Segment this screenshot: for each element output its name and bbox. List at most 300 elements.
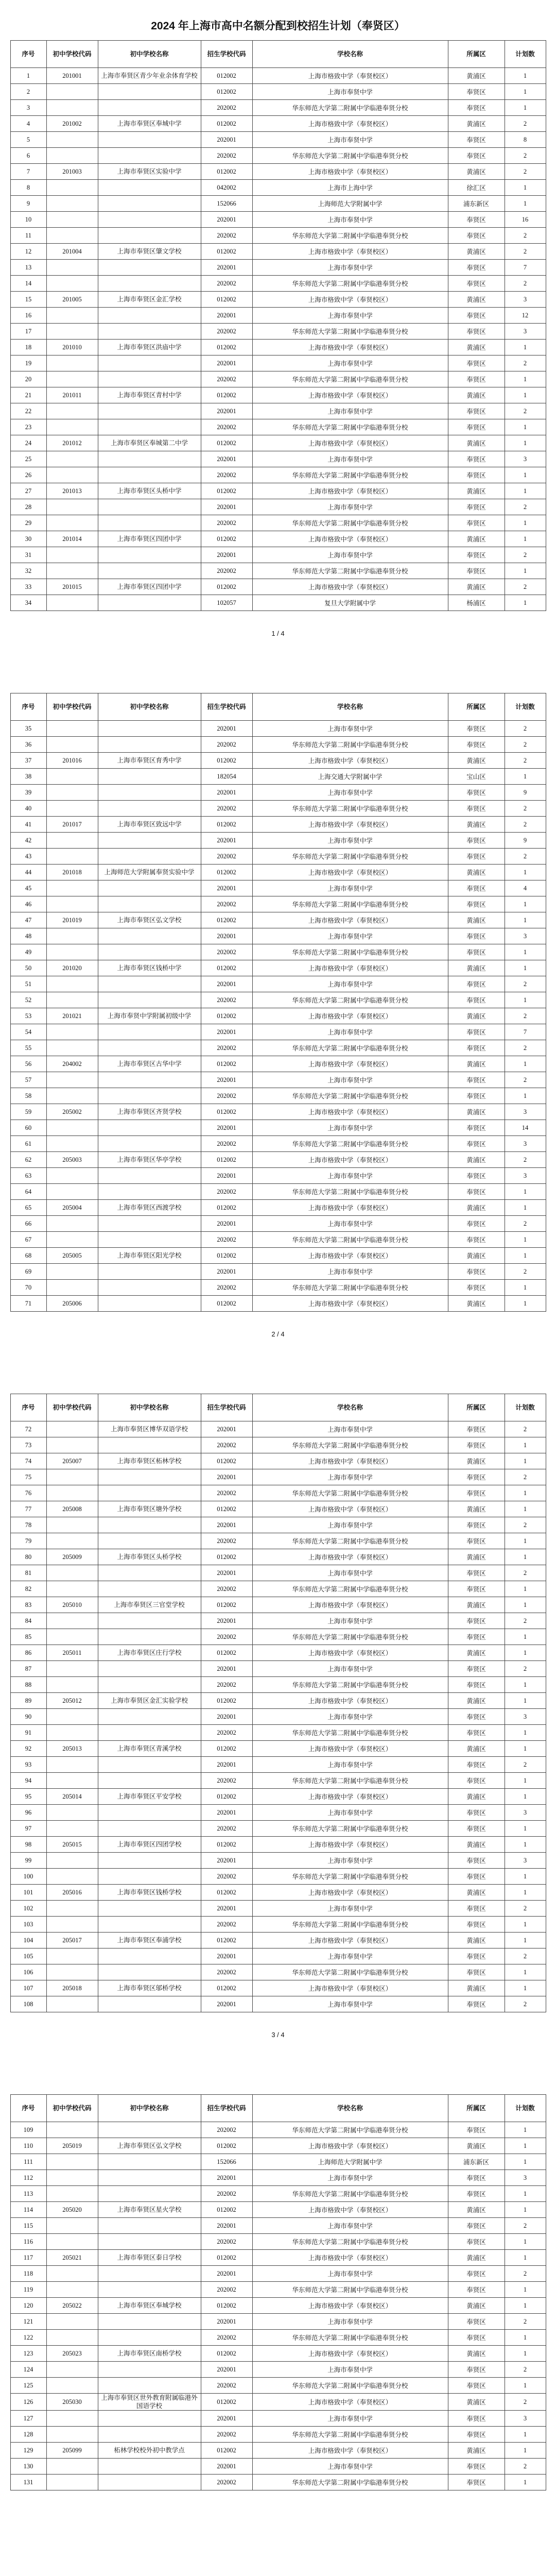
col-junior-code: 205007 xyxy=(46,1453,98,1469)
table-row xyxy=(10,1136,546,1152)
col-index: 71 xyxy=(10,1296,46,1312)
col-junior-name: 上海市奉贤区奉城中学 xyxy=(98,116,201,132)
table-row xyxy=(10,2170,546,2186)
col-quota: 2 xyxy=(505,737,546,753)
col-index: 100 xyxy=(10,1869,46,1885)
col-enroll-code: 012002 xyxy=(201,1597,252,1613)
col-index: 89 xyxy=(10,1693,46,1709)
col-quota: 2 xyxy=(505,499,546,515)
col-district: 奉贤区 xyxy=(448,2475,505,2490)
col-district: 奉贤区 xyxy=(448,1773,505,1789)
col-enroll-code: 202001 xyxy=(201,1216,252,1232)
col-enroll-code: 202001 xyxy=(201,1120,252,1136)
col-enroll-code: 012002 xyxy=(201,116,252,132)
col-junior-code xyxy=(46,276,98,292)
col-district: 奉贤区 xyxy=(448,2266,505,2282)
table-row xyxy=(10,324,546,340)
col-enroll-code: 202001 xyxy=(201,1469,252,1485)
col-quota: 1 xyxy=(505,1725,546,1741)
col-school-name: 上海市格致中学（奉贤校区） xyxy=(252,483,448,499)
col-quota: 4 xyxy=(505,880,546,896)
col-school-name: 上海市奉贤中学 xyxy=(252,84,448,100)
col-quota: 1 xyxy=(505,2186,546,2202)
col-junior-name xyxy=(98,84,201,100)
table-row xyxy=(10,1024,546,1040)
col-enroll-code: 012002 xyxy=(201,164,252,180)
col-quota: 1 xyxy=(505,1837,546,1853)
table-row xyxy=(10,976,546,992)
table-row xyxy=(10,801,546,817)
col-district: 奉贤区 xyxy=(448,1869,505,1885)
table-row xyxy=(10,2314,546,2330)
col-enroll-code: 012002 xyxy=(201,1837,252,1853)
table-row xyxy=(10,1613,546,1629)
col-junior-code xyxy=(46,355,98,371)
header-col-index: 序号 xyxy=(10,693,46,721)
col-quota: 3 xyxy=(505,1853,546,1869)
col-junior-code: 205002 xyxy=(46,1104,98,1120)
col-district: 奉贤区 xyxy=(448,403,505,419)
col-junior-name: 上海市奉贤区青溪学校 xyxy=(98,1741,201,1757)
col-enroll-code: 012002 xyxy=(201,1645,252,1661)
col-junior-code xyxy=(46,2266,98,2282)
col-district: 奉贤区 xyxy=(448,1964,505,1980)
col-index: 113 xyxy=(10,2186,46,2202)
col-index: 35 xyxy=(10,721,46,737)
col-quota: 1 xyxy=(505,1964,546,1980)
col-school-name: 上海市格致中学（奉贤校区） xyxy=(252,865,448,880)
col-district: 浦东新区 xyxy=(448,2154,505,2170)
col-index: 70 xyxy=(10,1280,46,1296)
col-junior-name xyxy=(98,2378,201,2394)
col-quota: 2 xyxy=(505,579,546,595)
col-junior-name xyxy=(98,2170,201,2186)
col-junior-code: 201001 xyxy=(46,68,98,84)
col-school-name: 华东师范大学第二附属中学临港奉贤分校 xyxy=(252,228,448,244)
col-enroll-code: 202001 xyxy=(201,1709,252,1725)
col-school-name: 华东师范大学第二附属中学临港奉贤分校 xyxy=(252,1533,448,1549)
col-junior-name xyxy=(98,1805,201,1821)
table-row xyxy=(10,1152,546,1168)
col-junior-code xyxy=(46,1613,98,1629)
col-school-name: 上海市奉贤中学 xyxy=(252,880,448,896)
col-junior-name xyxy=(98,2154,201,2170)
col-enroll-code: 202001 xyxy=(201,721,252,737)
page-gap xyxy=(0,2070,556,2094)
col-district: 奉贤区 xyxy=(448,1168,505,1184)
col-junior-code xyxy=(46,1469,98,1485)
col-school-name: 上海市奉贤中学 xyxy=(252,1421,448,1437)
col-junior-name xyxy=(98,849,201,865)
col-quota: 1 xyxy=(505,1184,546,1200)
table-row xyxy=(10,753,546,769)
col-enroll-code: 202002 xyxy=(201,1964,252,1980)
col-district: 黄浦区 xyxy=(448,68,505,84)
col-quota: 2 xyxy=(505,1565,546,1581)
col-junior-code: 205018 xyxy=(46,1980,98,1996)
table-row xyxy=(10,1725,546,1741)
col-enroll-code: 202002 xyxy=(201,2186,252,2202)
col-school-name: 华东师范大学第二附属中学临港奉贤分校 xyxy=(252,2378,448,2394)
col-enroll-code: 202001 xyxy=(201,547,252,563)
table-row xyxy=(10,355,546,371)
col-junior-code: 205019 xyxy=(46,2138,98,2154)
col-index: 67 xyxy=(10,1232,46,1248)
table-row xyxy=(10,2362,546,2378)
col-index: 69 xyxy=(10,1264,46,1280)
col-school-name: 上海市奉贤中学 xyxy=(252,2411,448,2427)
table-row xyxy=(10,769,546,785)
col-junior-name xyxy=(98,515,201,531)
col-junior-code xyxy=(46,1280,98,1296)
col-school-name: 华东师范大学第二附属中学临港奉贤分校 xyxy=(252,2475,448,2490)
col-enroll-code: 202001 xyxy=(201,785,252,801)
col-quota: 2 xyxy=(505,355,546,371)
table-row xyxy=(10,912,546,928)
col-district: 奉贤区 xyxy=(448,1757,505,1773)
col-junior-code xyxy=(46,896,98,912)
table-row xyxy=(10,2346,546,2362)
table-row xyxy=(10,387,546,403)
col-index: 118 xyxy=(10,2266,46,2282)
col-quota: 1 xyxy=(505,1200,546,1216)
col-junior-code: 201020 xyxy=(46,960,98,976)
col-junior-name: 上海市奉贤区头桥中学 xyxy=(98,483,201,499)
table-row xyxy=(10,1232,546,1248)
col-quota: 2 xyxy=(505,1008,546,1024)
col-district: 奉贤区 xyxy=(448,2459,505,2475)
col-quota: 1 xyxy=(505,1501,546,1517)
col-school-name: 上海市格致中学（奉贤校区） xyxy=(252,1885,448,1901)
col-district: 奉贤区 xyxy=(448,2170,505,2186)
table-row xyxy=(10,1917,546,1933)
col-junior-code xyxy=(46,1088,98,1104)
col-district: 杨浦区 xyxy=(448,595,505,611)
table-row xyxy=(10,2202,546,2218)
col-school-name: 上海市奉贤中学 xyxy=(252,355,448,371)
col-junior-code xyxy=(46,2378,98,2394)
col-junior-code: 205004 xyxy=(46,1200,98,1216)
col-junior-code: 205009 xyxy=(46,1549,98,1565)
col-district: 奉贤区 xyxy=(448,2378,505,2394)
col-index: 5 xyxy=(10,132,46,148)
col-index: 29 xyxy=(10,515,46,531)
col-junior-code xyxy=(46,1821,98,1837)
table-row xyxy=(10,2443,546,2459)
table-row xyxy=(10,1901,546,1917)
col-junior-code xyxy=(46,228,98,244)
col-enroll-code: 012002 xyxy=(201,2250,252,2266)
col-junior-name xyxy=(98,2314,201,2330)
col-district: 奉贤区 xyxy=(448,1184,505,1200)
col-enroll-code: 202001 xyxy=(201,403,252,419)
col-junior-name xyxy=(98,2475,201,2490)
col-district: 奉贤区 xyxy=(448,2411,505,2427)
col-district: 黄浦区 xyxy=(448,1296,505,1312)
col-index: 39 xyxy=(10,785,46,801)
col-junior-code: 205015 xyxy=(46,1837,98,1853)
col-index: 9 xyxy=(10,196,46,212)
col-district: 奉贤区 xyxy=(448,1088,505,1104)
col-enroll-code: 202001 xyxy=(201,1661,252,1677)
col-junior-code: 201017 xyxy=(46,817,98,833)
col-quota: 2 xyxy=(505,148,546,164)
col-junior-name xyxy=(98,324,201,340)
col-quota: 1 xyxy=(505,1088,546,1104)
table-row xyxy=(10,833,546,849)
col-quota: 1 xyxy=(505,1533,546,1549)
col-district: 奉贤区 xyxy=(448,1629,505,1645)
col-index: 63 xyxy=(10,1168,46,1184)
col-enroll-code: 202001 xyxy=(201,260,252,276)
col-enroll-code: 202002 xyxy=(201,801,252,817)
col-index: 59 xyxy=(10,1104,46,1120)
col-quota: 2 xyxy=(505,753,546,769)
col-district: 奉贤区 xyxy=(448,1565,505,1581)
header-col-district: 所属区 xyxy=(448,693,505,721)
col-junior-name xyxy=(98,1917,201,1933)
header-col-school-name: 学校名称 xyxy=(252,1394,448,1421)
col-index: 44 xyxy=(10,865,46,880)
col-index: 104 xyxy=(10,1933,46,1948)
col-junior-name xyxy=(98,467,201,483)
col-index: 12 xyxy=(10,244,46,260)
col-junior-code xyxy=(46,547,98,563)
col-enroll-code: 012002 xyxy=(201,387,252,403)
col-district: 奉贤区 xyxy=(448,1040,505,1056)
col-district: 奉贤区 xyxy=(448,547,505,563)
table-row xyxy=(10,1072,546,1088)
col-quota: 1 xyxy=(505,2122,546,2138)
col-junior-name: 上海市奉贤区四团中学 xyxy=(98,579,201,595)
col-enroll-code: 202001 xyxy=(201,308,252,324)
header-col-district: 所属区 xyxy=(448,2095,505,2122)
col-district: 奉贤区 xyxy=(448,1613,505,1629)
col-school-name: 上海市奉贤中学 xyxy=(252,1996,448,2012)
col-enroll-code: 202002 xyxy=(201,1773,252,1789)
col-school-name: 华东师范大学第二附属中学临港奉贤分校 xyxy=(252,849,448,865)
col-junior-name xyxy=(98,1517,201,1533)
col-school-name: 上海市奉贤中学 xyxy=(252,132,448,148)
col-enroll-code: 012002 xyxy=(201,1741,252,1757)
col-enroll-code: 012002 xyxy=(201,244,252,260)
col-junior-code: 205011 xyxy=(46,1645,98,1661)
col-school-name: 上海市奉贤中学 xyxy=(252,1168,448,1184)
col-junior-name: 上海市奉贤区三官堂学校 xyxy=(98,1597,201,1613)
col-junior-name: 上海师范大学附属奉贤实验中学 xyxy=(98,865,201,880)
col-quota: 1 xyxy=(505,2378,546,2394)
col-district: 奉贤区 xyxy=(448,801,505,817)
col-junior-name: 上海市奉贤区邬桥学校 xyxy=(98,1980,201,1996)
table-row xyxy=(10,1056,546,1072)
col-index: 51 xyxy=(10,976,46,992)
col-index: 14 xyxy=(10,276,46,292)
col-enroll-code: 202002 xyxy=(201,2475,252,2490)
col-index: 18 xyxy=(10,340,46,355)
col-quota: 2 xyxy=(505,1264,546,1280)
col-school-name: 上海市格致中学（奉贤校区） xyxy=(252,340,448,355)
col-junior-name xyxy=(98,1709,201,1725)
col-school-name: 上海师范大学附属中学 xyxy=(252,2154,448,2170)
col-junior-name xyxy=(98,769,201,785)
table-row xyxy=(10,292,546,308)
col-enroll-code: 012002 xyxy=(201,68,252,84)
col-quota: 2 xyxy=(505,164,546,180)
col-junior-code xyxy=(46,2314,98,2330)
table-row xyxy=(10,1933,546,1948)
table-row xyxy=(10,1120,546,1136)
header-col-school-name: 学校名称 xyxy=(252,2095,448,2122)
col-index: 103 xyxy=(10,1917,46,1933)
col-junior-name: 上海市奉贤区平安学校 xyxy=(98,1789,201,1805)
col-district: 奉贤区 xyxy=(448,1469,505,1485)
col-district: 奉贤区 xyxy=(448,944,505,960)
col-school-name: 华东师范大学第二附属中学临港奉贤分校 xyxy=(252,1136,448,1152)
col-district: 奉贤区 xyxy=(448,132,505,148)
col-district: 奉贤区 xyxy=(448,2234,505,2250)
col-junior-code xyxy=(46,1869,98,1885)
col-quota: 2 xyxy=(505,2266,546,2282)
col-junior-name xyxy=(98,1869,201,1885)
col-district: 奉贤区 xyxy=(448,1917,505,1933)
col-junior-name: 上海市奉贤区钱桥中学 xyxy=(98,960,201,976)
header-col-quota: 计划数 xyxy=(505,693,546,721)
table-row xyxy=(10,880,546,896)
table-row xyxy=(10,1853,546,1869)
col-enroll-code: 202001 xyxy=(201,1613,252,1629)
col-enroll-code: 012002 xyxy=(201,2298,252,2314)
col-index: 11 xyxy=(10,228,46,244)
col-school-name: 上海市奉贤中学 xyxy=(252,785,448,801)
col-school-name: 上海市奉贤中学 xyxy=(252,2218,448,2234)
col-enroll-code: 202002 xyxy=(201,148,252,164)
table-row xyxy=(10,1549,546,1565)
col-district: 黄浦区 xyxy=(448,753,505,769)
col-quota: 1 xyxy=(505,2427,546,2443)
col-junior-name xyxy=(98,2362,201,2378)
col-enroll-code: 202001 xyxy=(201,1901,252,1917)
col-school-name: 华东师范大学第二附属中学临港奉贤分校 xyxy=(252,1677,448,1693)
col-district: 奉贤区 xyxy=(448,1853,505,1869)
col-quota: 3 xyxy=(505,1805,546,1821)
col-school-name: 上海市格致中学（奉贤校区） xyxy=(252,1645,448,1661)
col-enroll-code: 202002 xyxy=(201,1136,252,1152)
col-enroll-code: 012002 xyxy=(201,2443,252,2459)
col-junior-name xyxy=(98,785,201,801)
col-index: 15 xyxy=(10,292,46,308)
col-quota: 1 xyxy=(505,944,546,960)
header-col-junior-name: 初中学校名称 xyxy=(98,2095,201,2122)
table-row xyxy=(10,1821,546,1837)
col-quota: 2 xyxy=(505,976,546,992)
col-enroll-code: 202002 xyxy=(201,2234,252,2250)
table-row xyxy=(10,1280,546,1296)
table-row xyxy=(10,531,546,547)
header-col-junior-code: 初中学校代码 xyxy=(46,693,98,721)
col-district: 奉贤区 xyxy=(448,84,505,100)
col-school-name: 上海市奉贤中学 xyxy=(252,1661,448,1677)
col-junior-name xyxy=(98,833,201,849)
col-district: 奉贤区 xyxy=(448,451,505,467)
col-quota: 2 xyxy=(505,1901,546,1917)
col-district: 奉贤区 xyxy=(448,1024,505,1040)
col-junior-code: 201016 xyxy=(46,753,98,769)
col-quota: 3 xyxy=(505,2170,546,2186)
col-index: 16 xyxy=(10,308,46,324)
table-row xyxy=(10,896,546,912)
col-junior-code xyxy=(46,148,98,164)
col-school-name: 上海市奉贤中学 xyxy=(252,1853,448,1869)
col-school-name: 华东师范大学第二附属中学临港奉贤分校 xyxy=(252,324,448,340)
col-junior-name: 上海市奉贤区奉城第二中学 xyxy=(98,435,201,451)
col-school-name: 上海市格致中学（奉贤校区） xyxy=(252,387,448,403)
col-index: 101 xyxy=(10,1885,46,1901)
col-school-name: 上海市格致中学（奉贤校区） xyxy=(252,116,448,132)
col-enroll-code: 202002 xyxy=(201,371,252,387)
col-quota: 1 xyxy=(505,419,546,435)
table-row xyxy=(10,1184,546,1200)
col-district: 奉贤区 xyxy=(448,1072,505,1088)
table-row xyxy=(10,1741,546,1757)
col-school-name: 上海市奉贤中学 xyxy=(252,547,448,563)
col-junior-name xyxy=(98,1296,201,1312)
col-district: 奉贤区 xyxy=(448,2314,505,2330)
col-quota: 1 xyxy=(505,2282,546,2298)
col-district: 黄浦区 xyxy=(448,2250,505,2266)
col-index: 110 xyxy=(10,2138,46,2154)
col-school-name: 上海市奉贤中学 xyxy=(252,1517,448,1533)
table-row xyxy=(10,1421,546,1437)
col-district: 奉贤区 xyxy=(448,1517,505,1533)
col-junior-name xyxy=(98,547,201,563)
col-enroll-code: 012002 xyxy=(201,865,252,880)
col-index: 87 xyxy=(10,1661,46,1677)
col-school-name: 上海市格致中学（奉贤校区） xyxy=(252,1789,448,1805)
col-junior-name xyxy=(98,196,201,212)
col-district: 黄浦区 xyxy=(448,244,505,260)
table-row xyxy=(10,1709,546,1725)
col-index: 40 xyxy=(10,801,46,817)
col-index: 74 xyxy=(10,1453,46,1469)
col-district: 奉贤区 xyxy=(448,1232,505,1248)
col-quota: 16 xyxy=(505,212,546,228)
col-index: 68 xyxy=(10,1248,46,1264)
col-junior-code: 205005 xyxy=(46,1248,98,1264)
col-index: 38 xyxy=(10,769,46,785)
header-col-school-name: 学校名称 xyxy=(252,41,448,68)
col-index: 53 xyxy=(10,1008,46,1024)
col-school-name: 上海市奉贤中学 xyxy=(252,308,448,324)
col-junior-code xyxy=(46,928,98,944)
col-quota: 3 xyxy=(505,1709,546,1725)
table-row xyxy=(10,1869,546,1885)
col-quota: 1 xyxy=(505,2202,546,2218)
col-quota: 3 xyxy=(505,324,546,340)
col-enroll-code: 202002 xyxy=(201,2330,252,2346)
table-row xyxy=(10,1533,546,1549)
col-school-name: 上海市格致中学（奉贤校区） xyxy=(252,2138,448,2154)
col-school-name: 上海市格致中学（奉贤校区） xyxy=(252,912,448,928)
col-district: 黄浦区 xyxy=(448,387,505,403)
table-row xyxy=(10,340,546,355)
col-index: 49 xyxy=(10,944,46,960)
col-district: 奉贤区 xyxy=(448,308,505,324)
col-junior-name: 上海市奉贤区古华中学 xyxy=(98,1056,201,1072)
table-row xyxy=(10,2411,546,2427)
col-district: 奉贤区 xyxy=(448,1948,505,1964)
col-junior-name: 上海市奉贤区青村中学 xyxy=(98,387,201,403)
col-school-name: 华东师范大学第二附属中学临港奉贤分校 xyxy=(252,1964,448,1980)
